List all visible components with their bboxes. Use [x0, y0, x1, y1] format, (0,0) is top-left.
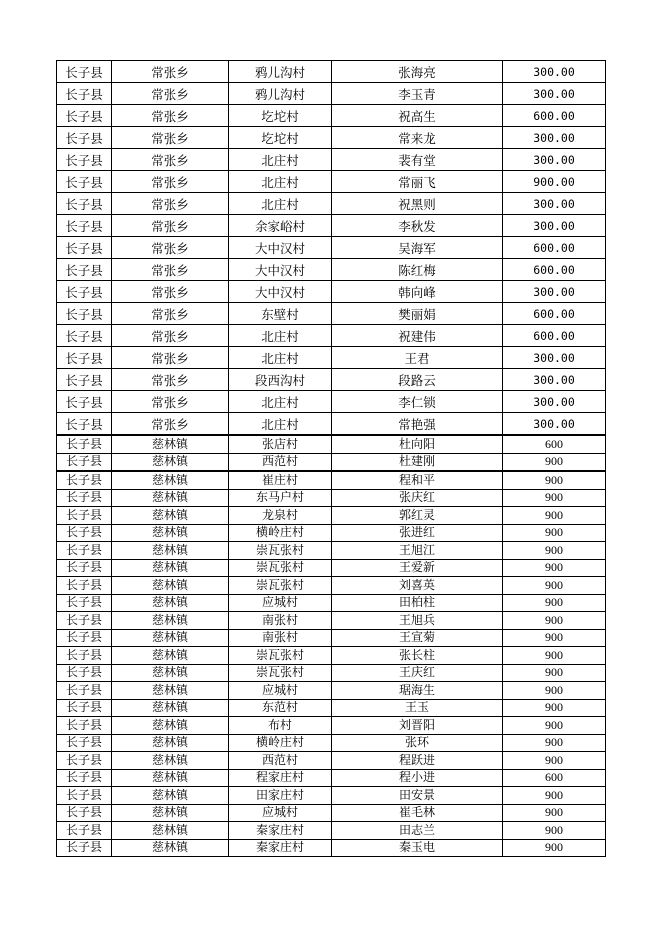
amount-cell: 900 [503, 629, 606, 647]
table-row [57, 542, 606, 560]
amount-cell: 300.00 [503, 413, 606, 436]
county-cell: 长子县 [57, 839, 112, 857]
name-cell: 程跃进 [332, 752, 503, 770]
amount-cell: 300.00 [503, 61, 606, 83]
table-row [57, 804, 606, 822]
county-cell: 长子县 [57, 489, 112, 507]
name-cell: 张长柱 [332, 647, 503, 665]
village-cell: 圪坨村 [229, 105, 332, 127]
township-cell: 慈林镇 [112, 524, 229, 542]
table-row [57, 752, 606, 770]
village-cell: 鸦儿沟村 [229, 83, 332, 105]
county-cell: 长子县 [57, 259, 112, 281]
amount-cell: 900 [503, 839, 606, 857]
amount-cell: 300.00 [503, 83, 606, 105]
village-cell: 崔庄村 [229, 471, 332, 489]
table-row [57, 507, 606, 525]
county-cell: 长子县 [57, 629, 112, 647]
name-cell: 李玉青 [332, 83, 503, 105]
table-row [57, 822, 606, 840]
village-cell: 西范村 [229, 752, 332, 770]
village-cell: 北庄村 [229, 347, 332, 369]
name-cell: 李仁锁 [332, 391, 503, 413]
name-cell: 刘喜英 [332, 577, 503, 595]
table-row [57, 193, 606, 215]
county-cell: 长子县 [57, 594, 112, 612]
village-cell: 东马户村 [229, 489, 332, 507]
amount-cell: 900 [503, 717, 606, 735]
village-cell: 北庄村 [229, 171, 332, 193]
amount-cell: 600 [503, 435, 606, 453]
amount-cell: 600.00 [503, 259, 606, 281]
amount-cell: 900 [503, 489, 606, 507]
table-row [57, 83, 606, 105]
county-cell: 长子县 [57, 804, 112, 822]
township-cell: 常张乡 [112, 61, 229, 83]
township-cell: 慈林镇 [112, 577, 229, 595]
village-cell: 崇瓦张村 [229, 542, 332, 560]
township-cell: 慈林镇 [112, 769, 229, 787]
table-row [57, 577, 606, 595]
name-cell: 陈红梅 [332, 259, 503, 281]
village-cell: 南张村 [229, 629, 332, 647]
table-row [57, 259, 606, 281]
county-cell: 长子县 [57, 577, 112, 595]
amount-cell: 900 [503, 471, 606, 489]
county-cell: 长子县 [57, 215, 112, 237]
name-cell: 郭红灵 [332, 507, 503, 525]
township-cell: 慈林镇 [112, 629, 229, 647]
township-cell: 慈林镇 [112, 612, 229, 630]
amount-cell: 900 [503, 787, 606, 805]
name-cell: 裴有堂 [332, 149, 503, 171]
village-cell: 横岭庄村 [229, 734, 332, 752]
county-cell: 长子县 [57, 787, 112, 805]
village-cell: 横岭庄村 [229, 524, 332, 542]
amount-cell: 900 [503, 804, 606, 822]
table-row [57, 559, 606, 577]
name-cell: 祝建伟 [332, 325, 503, 347]
name-cell: 田柏柱 [332, 594, 503, 612]
amount-cell: 900.00 [503, 171, 606, 193]
amount-cell: 900 [503, 699, 606, 717]
village-cell: 秦家庄村 [229, 822, 332, 840]
table-row [57, 413, 606, 436]
village-cell: 北庄村 [229, 413, 332, 436]
county-cell: 长子县 [57, 237, 112, 259]
name-cell: 常艳强 [332, 413, 503, 436]
table-row [57, 347, 606, 369]
name-cell: 张海亮 [332, 61, 503, 83]
amount-cell: 900 [503, 734, 606, 752]
county-cell: 长子县 [57, 734, 112, 752]
table-row [57, 664, 606, 682]
name-cell: 刘晋阳 [332, 717, 503, 735]
table-row [57, 734, 606, 752]
table-row [57, 471, 606, 489]
name-cell: 李秋发 [332, 215, 503, 237]
county-cell: 长子县 [57, 391, 112, 413]
table-row [57, 524, 606, 542]
county-cell: 长子县 [57, 769, 112, 787]
county-cell: 长子县 [57, 453, 112, 471]
village-cell: 崇瓦张村 [229, 559, 332, 577]
county-cell: 长子县 [57, 127, 112, 149]
amount-cell: 600 [503, 769, 606, 787]
township-cell: 常张乡 [112, 193, 229, 215]
township-cell: 慈林镇 [112, 489, 229, 507]
amount-cell: 900 [503, 647, 606, 665]
name-cell: 樊丽娟 [332, 303, 503, 325]
township-cell: 慈林镇 [112, 664, 229, 682]
table-row [57, 281, 606, 303]
county-cell: 长子县 [57, 717, 112, 735]
table-row [57, 489, 606, 507]
amount-cell: 600.00 [503, 105, 606, 127]
amount-cell: 900 [503, 577, 606, 595]
village-cell: 田家庄村 [229, 787, 332, 805]
table-row [57, 105, 606, 127]
county-cell: 长子县 [57, 664, 112, 682]
amount-cell: 900 [503, 559, 606, 577]
name-cell: 常丽飞 [332, 171, 503, 193]
county-cell: 长子县 [57, 413, 112, 436]
village-cell: 北庄村 [229, 149, 332, 171]
amount-cell: 600.00 [503, 237, 606, 259]
name-cell: 秦玉电 [332, 839, 503, 857]
county-cell: 长子县 [57, 281, 112, 303]
village-cell: 应城村 [229, 682, 332, 700]
township-cell: 常张乡 [112, 237, 229, 259]
table-row [57, 325, 606, 347]
table-row [57, 149, 606, 171]
name-cell: 琚海生 [332, 682, 503, 700]
village-cell: 余家峪村 [229, 215, 332, 237]
county-cell: 长子县 [57, 83, 112, 105]
county-cell: 长子县 [57, 524, 112, 542]
village-cell: 大中汉村 [229, 237, 332, 259]
table-row [57, 453, 606, 471]
township-cell: 常张乡 [112, 83, 229, 105]
village-cell: 东范村 [229, 699, 332, 717]
county-cell: 长子县 [57, 822, 112, 840]
village-cell: 张店村 [229, 435, 332, 453]
village-cell: 大中汉村 [229, 259, 332, 281]
name-cell: 田志兰 [332, 822, 503, 840]
name-cell: 王庆红 [332, 664, 503, 682]
township-cell: 慈林镇 [112, 787, 229, 805]
county-cell: 长子县 [57, 507, 112, 525]
amount-cell: 300.00 [503, 391, 606, 413]
name-cell: 王旭江 [332, 542, 503, 560]
name-cell: 程和平 [332, 471, 503, 489]
township-cell: 慈林镇 [112, 507, 229, 525]
township-cell: 慈林镇 [112, 647, 229, 665]
name-cell: 祝黑则 [332, 193, 503, 215]
village-cell: 布村 [229, 717, 332, 735]
county-cell: 长子县 [57, 369, 112, 391]
township-cell: 常张乡 [112, 413, 229, 436]
amount-cell: 900 [503, 542, 606, 560]
county-cell: 长子县 [57, 542, 112, 560]
name-cell: 杜向阳 [332, 435, 503, 453]
county-cell: 长子县 [57, 193, 112, 215]
amount-cell: 900 [503, 612, 606, 630]
county-cell: 长子县 [57, 171, 112, 193]
county-cell: 长子县 [57, 325, 112, 347]
name-cell: 王旭兵 [332, 612, 503, 630]
subsidy-table [56, 60, 606, 857]
township-cell: 常张乡 [112, 127, 229, 149]
village-cell: 东壁村 [229, 303, 332, 325]
village-cell: 崇瓦张村 [229, 647, 332, 665]
village-cell: 圪坨村 [229, 127, 332, 149]
township-cell: 常张乡 [112, 325, 229, 347]
county-cell: 长子县 [57, 61, 112, 83]
name-cell: 段路云 [332, 369, 503, 391]
township-cell: 常张乡 [112, 303, 229, 325]
table-row [57, 391, 606, 413]
township-cell: 常张乡 [112, 259, 229, 281]
name-cell: 张庆红 [332, 489, 503, 507]
table-row [57, 215, 606, 237]
township-cell: 常张乡 [112, 171, 229, 193]
township-cell: 慈林镇 [112, 699, 229, 717]
amount-cell: 300.00 [503, 149, 606, 171]
county-cell: 长子县 [57, 435, 112, 453]
table-row [57, 303, 606, 325]
township-cell: 慈林镇 [112, 435, 229, 453]
name-cell: 韩向峰 [332, 281, 503, 303]
amount-cell: 900 [503, 664, 606, 682]
table-row [57, 594, 606, 612]
amount-cell: 300.00 [503, 347, 606, 369]
table-row [57, 769, 606, 787]
county-cell: 长子县 [57, 559, 112, 577]
county-cell: 长子县 [57, 612, 112, 630]
township-cell: 慈林镇 [112, 559, 229, 577]
table-row [57, 171, 606, 193]
name-cell: 王宣菊 [332, 629, 503, 647]
village-cell: 段西沟村 [229, 369, 332, 391]
amount-cell: 900 [503, 822, 606, 840]
county-cell: 长子县 [57, 752, 112, 770]
name-cell: 王爱新 [332, 559, 503, 577]
township-cell: 慈林镇 [112, 542, 229, 560]
village-cell: 西范村 [229, 453, 332, 471]
village-cell: 程家庄村 [229, 769, 332, 787]
name-cell: 王君 [332, 347, 503, 369]
township-cell: 慈林镇 [112, 471, 229, 489]
township-cell: 常张乡 [112, 105, 229, 127]
table-row [57, 237, 606, 259]
amount-cell: 900 [503, 453, 606, 471]
county-cell: 长子县 [57, 149, 112, 171]
table-row [57, 717, 606, 735]
village-cell: 北庄村 [229, 193, 332, 215]
township-cell: 慈林镇 [112, 839, 229, 857]
amount-cell: 900 [503, 682, 606, 700]
township-cell: 常张乡 [112, 391, 229, 413]
county-cell: 长子县 [57, 647, 112, 665]
township-cell: 慈林镇 [112, 804, 229, 822]
township-cell: 常张乡 [112, 369, 229, 391]
table-row [57, 127, 606, 149]
name-cell: 崔毛林 [332, 804, 503, 822]
village-cell: 南张村 [229, 612, 332, 630]
name-cell: 张环 [332, 734, 503, 752]
township-cell: 常张乡 [112, 281, 229, 303]
township-cell: 常张乡 [112, 149, 229, 171]
village-cell: 应城村 [229, 804, 332, 822]
amount-cell: 900 [503, 507, 606, 525]
county-cell: 长子县 [57, 471, 112, 489]
amount-cell: 900 [503, 594, 606, 612]
village-cell: 应城村 [229, 594, 332, 612]
amount-cell: 300.00 [503, 193, 606, 215]
county-cell: 长子县 [57, 303, 112, 325]
amount-cell: 300.00 [503, 127, 606, 149]
amount-cell: 600.00 [503, 325, 606, 347]
table-row [57, 647, 606, 665]
name-cell: 常来龙 [332, 127, 503, 149]
village-cell: 北庄村 [229, 325, 332, 347]
village-cell: 龙泉村 [229, 507, 332, 525]
table-row [57, 629, 606, 647]
amount-cell: 600.00 [503, 303, 606, 325]
village-cell: 崇瓦张村 [229, 577, 332, 595]
table-row [57, 369, 606, 391]
name-cell: 祝高生 [332, 105, 503, 127]
name-cell: 田安景 [332, 787, 503, 805]
name-cell: 王玉 [332, 699, 503, 717]
name-cell: 杜建刚 [332, 453, 503, 471]
county-cell: 长子县 [57, 105, 112, 127]
table-row [57, 435, 606, 453]
township-cell: 常张乡 [112, 215, 229, 237]
table-row [57, 699, 606, 717]
village-cell: 秦家庄村 [229, 839, 332, 857]
amount-cell: 300.00 [503, 215, 606, 237]
table-row [57, 682, 606, 700]
village-cell: 鸦儿沟村 [229, 61, 332, 83]
name-cell: 程小进 [332, 769, 503, 787]
village-cell: 大中汉村 [229, 281, 332, 303]
village-cell: 北庄村 [229, 391, 332, 413]
township-cell: 慈林镇 [112, 594, 229, 612]
amount-cell: 300.00 [503, 369, 606, 391]
table-row [57, 612, 606, 630]
township-cell: 慈林镇 [112, 453, 229, 471]
township-cell: 慈林镇 [112, 682, 229, 700]
county-cell: 长子县 [57, 699, 112, 717]
amount-cell: 900 [503, 752, 606, 770]
table-row [57, 61, 606, 83]
table-row [57, 839, 606, 857]
village-cell: 崇瓦张村 [229, 664, 332, 682]
county-cell: 长子县 [57, 682, 112, 700]
amount-cell: 900 [503, 524, 606, 542]
township-cell: 常张乡 [112, 347, 229, 369]
township-cell: 慈林镇 [112, 822, 229, 840]
township-cell: 慈林镇 [112, 752, 229, 770]
township-cell: 慈林镇 [112, 717, 229, 735]
name-cell: 张进红 [332, 524, 503, 542]
township-cell: 慈林镇 [112, 734, 229, 752]
table-row [57, 787, 606, 805]
table-body [57, 61, 606, 857]
name-cell: 吴海军 [332, 237, 503, 259]
amount-cell: 300.00 [503, 281, 606, 303]
county-cell: 长子县 [57, 347, 112, 369]
